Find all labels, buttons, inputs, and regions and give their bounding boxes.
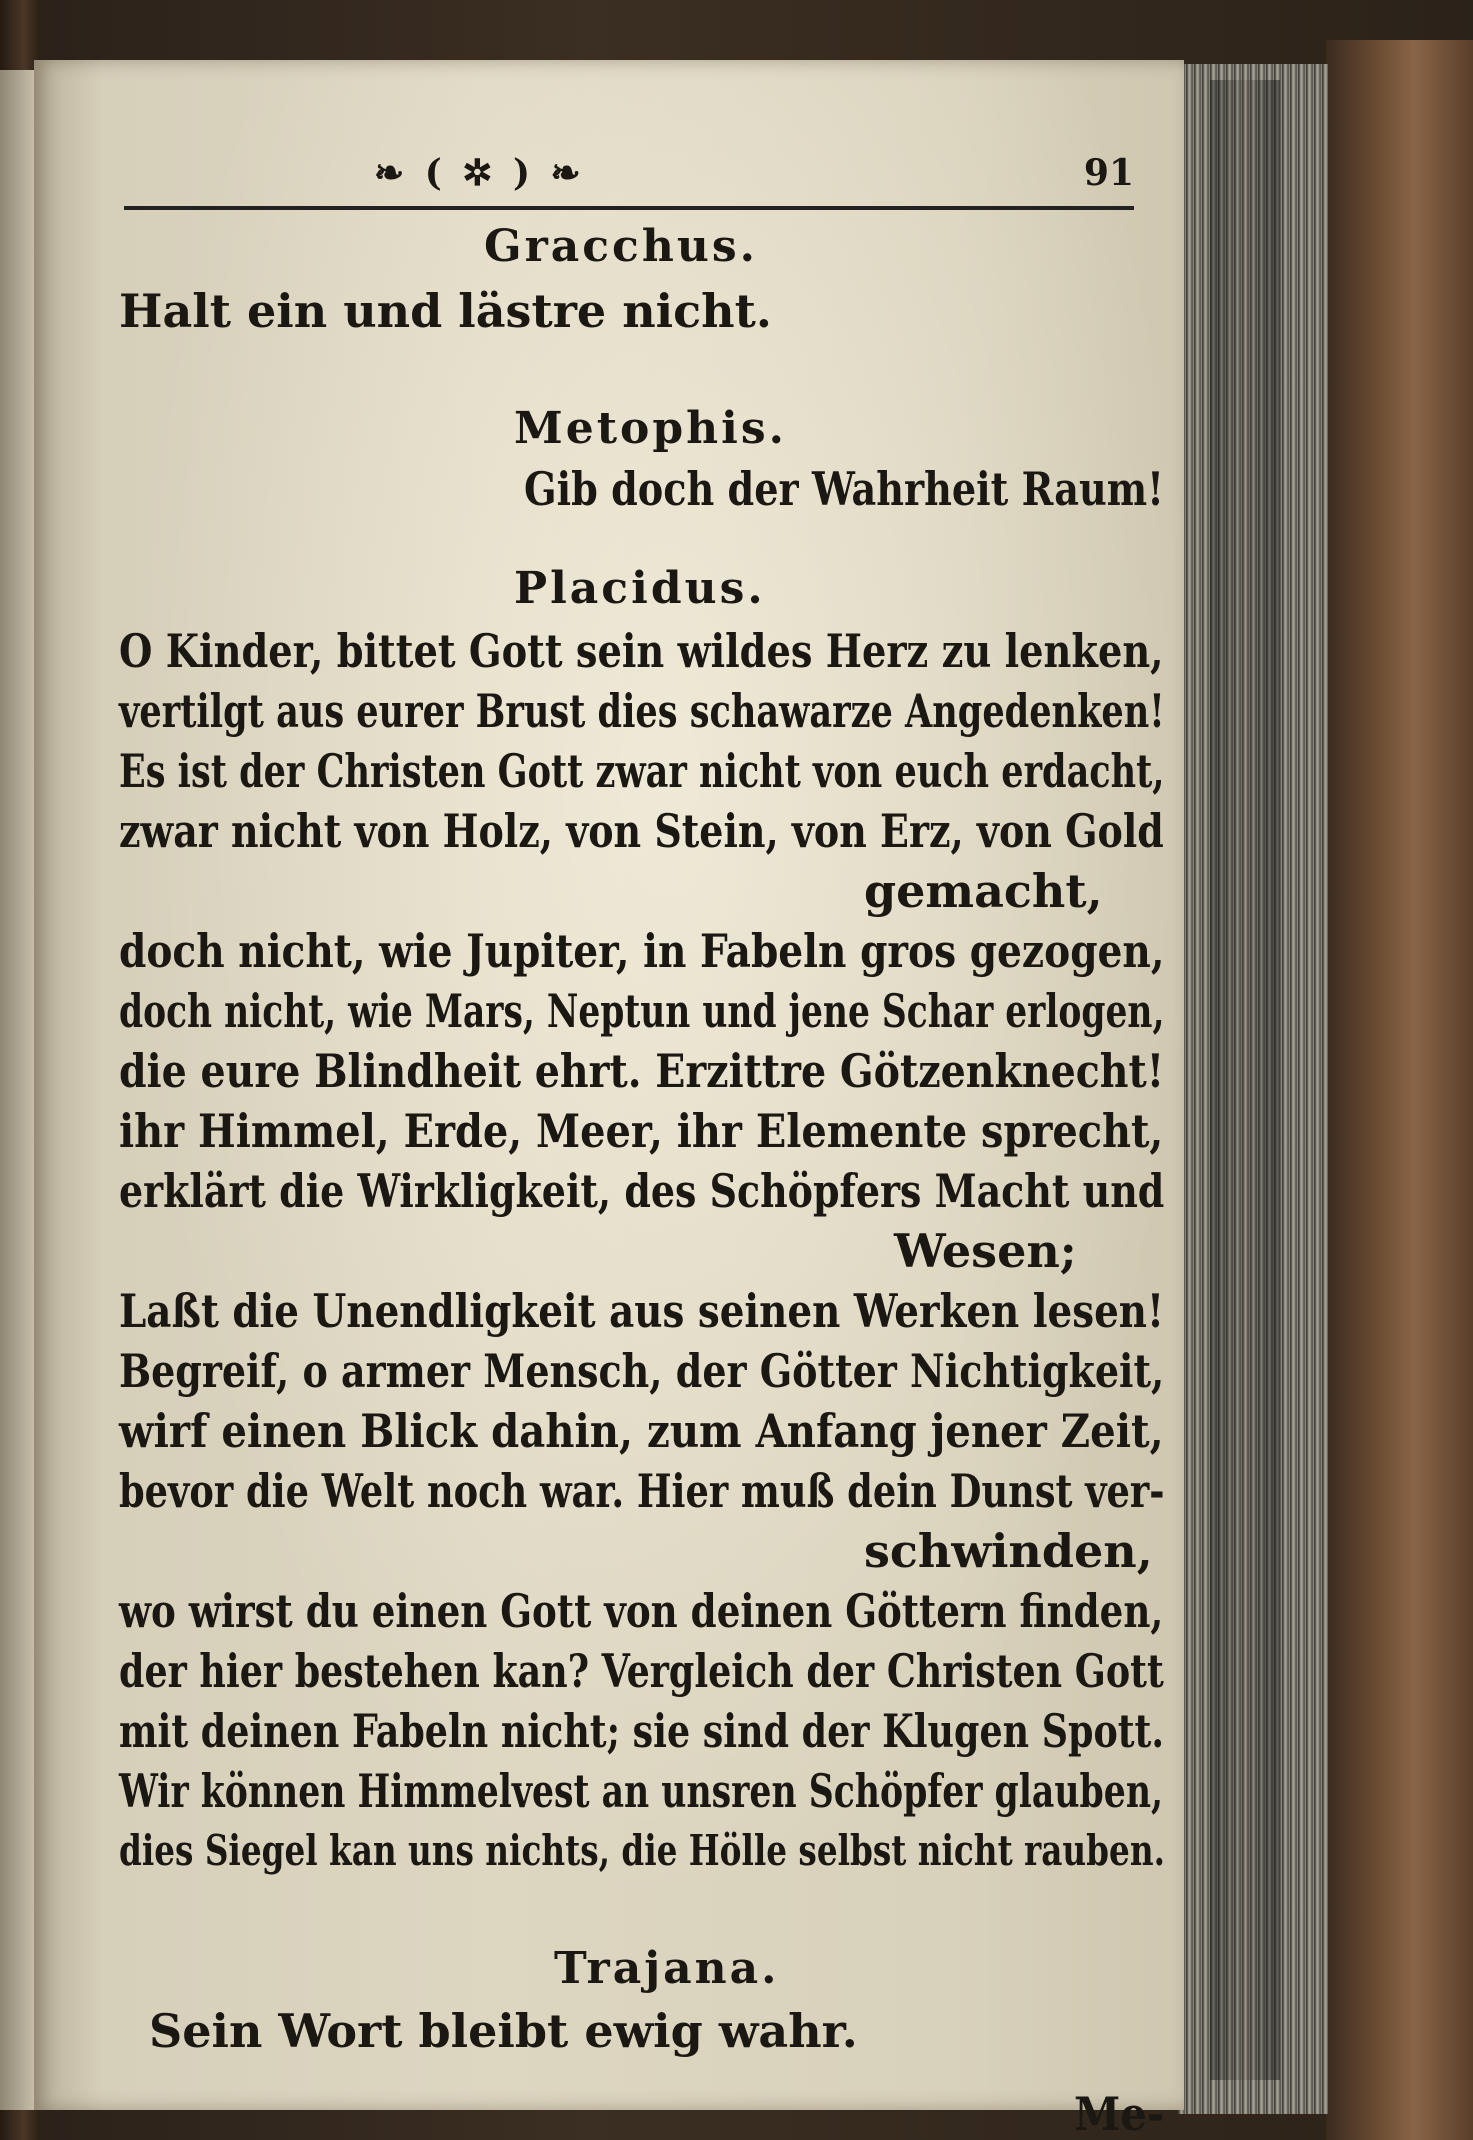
previous-page-edge bbox=[0, 70, 36, 2110]
catchword: Me- bbox=[1074, 2087, 1165, 2140]
page-edges-shadow bbox=[1210, 80, 1280, 2080]
speaker-gracchus: Gracchus. bbox=[484, 221, 758, 272]
book-cover-right bbox=[1326, 40, 1473, 2140]
text-line: Laßt die Unendligkeit aus seinen Werken lesen! bbox=[119, 1284, 1165, 1338]
page-number: 91 bbox=[1083, 152, 1134, 194]
page-body bbox=[34, 60, 1184, 2140]
running-header bbox=[124, 152, 1134, 212]
text-line: doch nicht, wie Jupiter, in Fabeln gros gezogen, bbox=[119, 924, 1165, 978]
text-line: vertilgt aus eurer Brust dies schawarze Angedenken! bbox=[119, 684, 1165, 738]
text-line: O Kinder, bittet Gott sein wildes Herz zu lenken, bbox=[119, 624, 1164, 678]
speaker-placidus: Placidus. bbox=[514, 563, 766, 614]
text-line-continuation: schwinden, bbox=[864, 1524, 1153, 1578]
text-line: wo wirst du einen Gott von deinen Göttern finden, bbox=[119, 1584, 1164, 1638]
text-line: erklärt die Wirkligkeit, des Schöpfers Macht und bbox=[119, 1164, 1165, 1218]
text-line-continuation: gemacht, bbox=[864, 864, 1103, 918]
header-ornament: ❧ ( ✲ ) ❧ bbox=[374, 152, 585, 194]
text-line: zwar nicht von Holz, von Stein, von Erz, von Gold bbox=[119, 804, 1164, 858]
text-line: dies Siegel kan uns nichts, die Hölle selbst nicht rauben. bbox=[119, 1826, 1165, 1875]
text-line: mit deinen Fabeln nicht; sie sind der Klugen Spott. bbox=[119, 1704, 1164, 1758]
speaker-trajana: Trajana. bbox=[554, 1943, 780, 1994]
text-line: die eure Blindheit ehrt. Erzittre Götzenknecht! bbox=[119, 1044, 1165, 1098]
text-line: wirf einen Blick dahin, zum Anfang jener Zeit, bbox=[119, 1404, 1164, 1458]
text-line: Begreif, o armer Mensch, der Götter Nichtigkeit, bbox=[119, 1344, 1165, 1398]
text-line: Halt ein und lästre nicht. bbox=[119, 284, 772, 338]
text-line: Gib doch der Wahrheit Raum! bbox=[524, 462, 1164, 516]
text-line: Es ist der Christen Gott zwar nicht von euch erdacht, bbox=[119, 744, 1165, 798]
text-line: der hier bestehen kan? Vergleich der Christen Gott bbox=[119, 1644, 1164, 1698]
text-line: doch nicht, wie Mars, Neptun und jene Schar erlogen, bbox=[119, 984, 1165, 1038]
text-line-continuation: Wesen; bbox=[894, 1224, 1077, 1278]
text-line: ihr Himmel, Erde, Meer, ihr Elemente sprecht, bbox=[119, 1104, 1164, 1158]
speaker-metophis: Metophis. bbox=[514, 403, 787, 454]
text-line: Sein Wort bleibt ewig wahr. bbox=[149, 2004, 858, 2058]
text-line: Wir können Himmelvest an unsren Schöpfer glauben, bbox=[119, 1764, 1164, 1818]
page bbox=[34, 60, 1184, 2140]
header-rule bbox=[124, 206, 1134, 210]
text-line: bevor die Welt noch war. Hier muß dein Dunst ver- bbox=[119, 1464, 1165, 1518]
